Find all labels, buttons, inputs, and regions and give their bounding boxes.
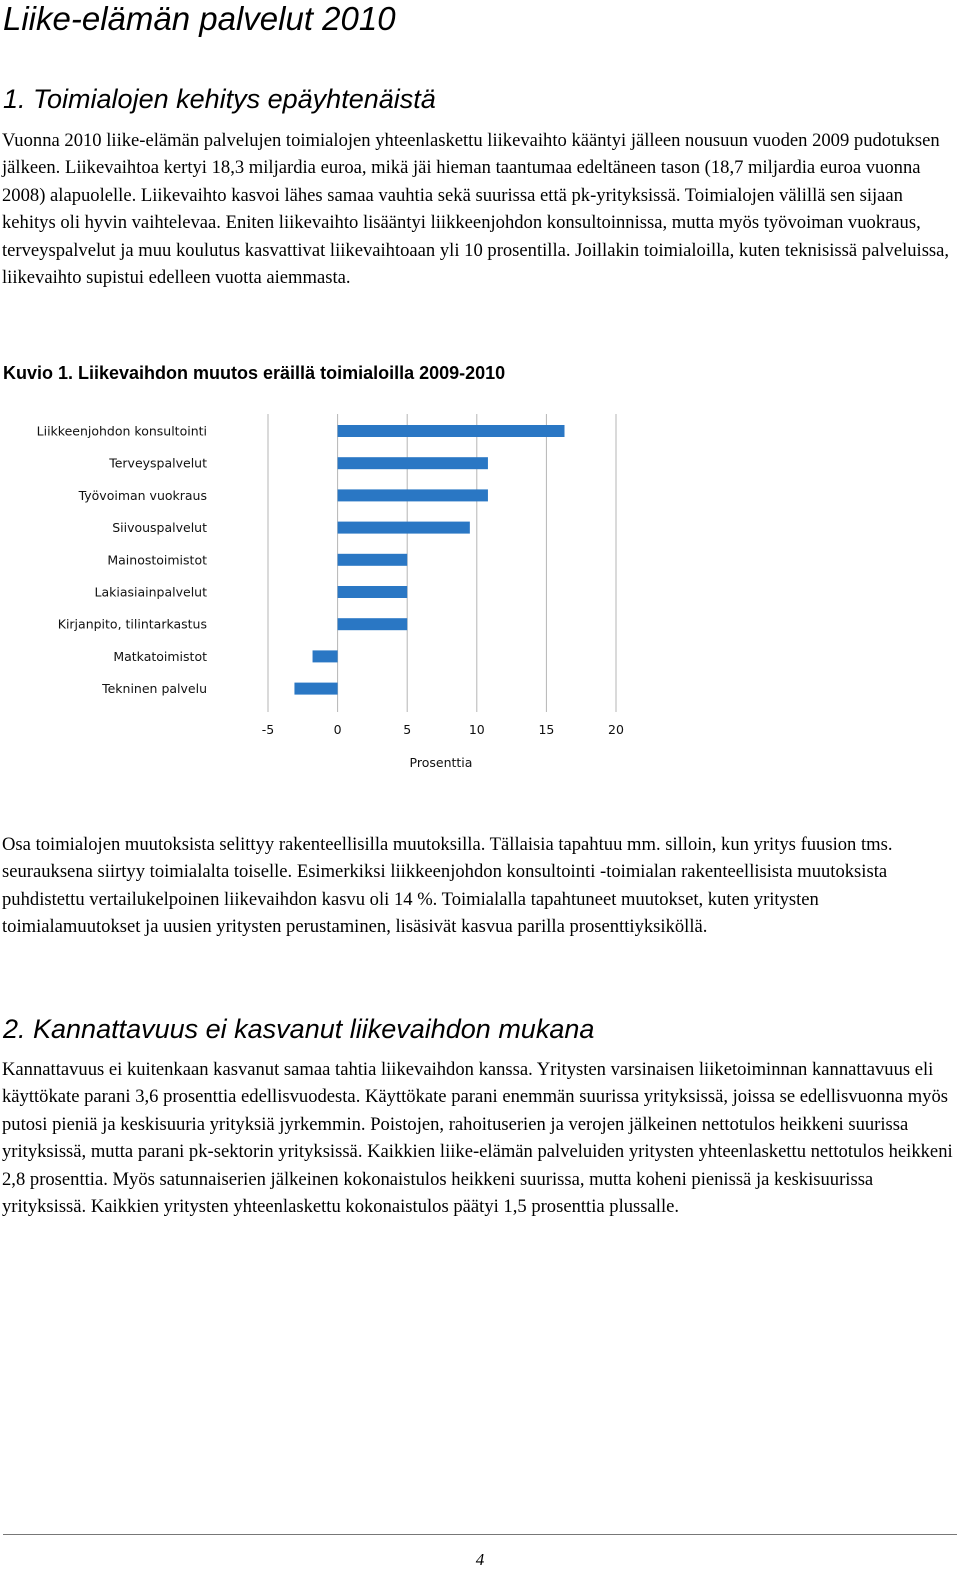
category-label-1: Terveyspalvelut [109,455,207,471]
tick-label-1: 0 [333,722,342,737]
category-label-6: Kirjanpito, tilintarkastus [57,616,207,632]
tick-label-5: 20 [608,722,624,737]
page-title: Liike-elämän palvelut 2010 [3,0,396,37]
page-number-wrap [0,1550,960,1570]
category-label-8: Tekninen palvelu [102,681,207,697]
category-label-3: Siivouspalvelut [112,520,207,536]
bar-8 [294,683,337,695]
tick-label-4: 15 [538,722,555,737]
category-label-4: Mainostoimistot [107,552,207,568]
bar-chart [0,400,960,790]
paragraph-2: Osa toimialojen muutoksista selittyy rakenteellisilla muutoksilla. Tällaisia tapahtuu mm. silloin, kun yritys fuusion tms. seurauksena siirtyy toimialalta toiselle. Esimerkiksi liikkeenjohdon konsultointi -toimialan rakenteellisista muutoksista puhdistettu vertailukelpoinen liikevaihdon kasvu oli 14 %. Toimialalla tapahtuneet muutokset, kuten yritysten toimialamuutokset ja uusien yritysten perustaminen, lisäsivät kasvua parilla prosenttiyksiköllä. [2,834,893,938]
section-2-paragraph: Kannattavuus ei kuitenkaan kasvanut samaa tahtia liikevaihdon kanssa. Yritysten varsinaisen liiketoiminnan kannattavuus eli käyttökate parani 3,6 prosenttia edellisvuodesta. Käyttökate parani enemmän suurissa yrityksissä, joissa se edellisvuonna myös putosi pieniä ja keskisuuria yrityksiä jyrkemmin. Poistojen, rahoituserien ja verojen jälkeinen nettotulos heikkeni suurissa yrityksissä, mutta parani pk-sektorin yrityksissä. Kaikkien liike-elämän palveluiden yritysten yhteenlaskettu nettotulos heikkeni 2,8 prosenttia. Myös satunnaiserien jälkeinen kokonaistulos heikkeni suurissa, mutta koheni pienissä ja keskisuurissa yrityksissä. Kaikkien yritysten yhteenlaskettu kokonaistulos päätyi 1,5 prosenttia plussalle. [2,1059,953,1218]
bar-3 [338,522,470,534]
bar-5 [338,586,408,598]
category-label-0: Liikkeenjohdon konsultointi [36,423,207,439]
bar-7 [313,650,338,662]
page-number: 4 [475,1550,485,1569]
bar-6 [338,618,408,630]
category-label-5: Lakiasiainpalvelut [94,584,207,600]
bar-4 [338,554,408,566]
section-1-paragraph: Vuonna 2010 liike-elämän palvelujen toimialojen yhteenlaskettu liikevaihto kääntyi jälleen nousuun vuoden 2009 pudotuksen jälkeen. Liikevaihtoa kertyi 18,3 miljardia euroa, mikä jäi hieman taantumaa edeltäneen tason (18,7 miljardia euroa vuonna 2008) alapuolelle. Liikevaihto kasvoi lähes samaa vauhtia sekä suurissa että pk-yrityksissä. Toimialojen välillä sen sijaan kehitys oli hyvin vaihtelevaa. Eniten liikevaihto lisääntyi liikkeenjohdon konsultoinnissa, mutta myös työvoiman vuokraus, terveyspalvelut ja muu koulutus kasvattivat liikevaihtoaan yli 10 prosentilla. Joillakin toimialoilla, kuten teknisissä palveluissa, liikevaihto supistui edelleen vuotta aiemmasta. [2,130,950,289]
bar-0 [338,425,565,437]
bar-1 [338,457,488,469]
section-heading-1: 1. Toimialojen kehitys epäyhtenäistä [3,84,436,114]
section-heading-2: 2. Kannattavuus ei kasvanut liikevaihdon mukana [3,1014,595,1044]
x-axis-label: Prosenttia [409,755,473,770]
tick-label-2: 5 [403,722,412,737]
footer-divider [3,1534,957,1535]
tick-label-3: 10 [468,722,485,737]
bar-2 [338,489,488,501]
figure-caption: Kuvio 1. Liikevaihdon muutos eräillä toimialoilla 2009-2010 [3,363,506,383]
category-label-7: Matkatoimistot [113,648,207,664]
tick-label-0: -5 [261,722,275,737]
category-label-2: Työvoiman vuokraus [78,487,207,503]
